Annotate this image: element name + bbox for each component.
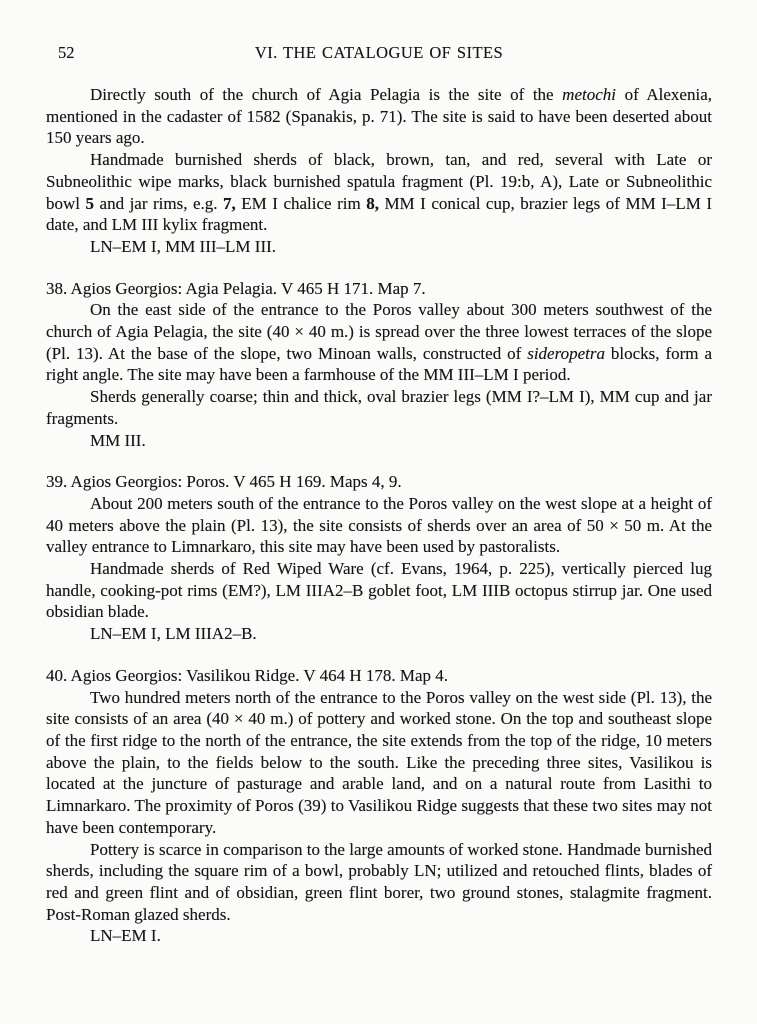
site-40-description-paragraph: Two hundred meters north of the entrance to the Poros valley on the west side (Pl. 13), the site consists of an area (40 × 40 m.) of pottery and worked stone. On the top and southeast slope of the first ridge to the north of the entrance, the site extends from the top of the ridge, 10 meters above the plain, to the fields below to the south. Like the preceding three sites, Vasilikou is located at the juncture of pasturage and arable land, and on a natural route from Lasithi to Limnarkaro. The proximity of Poros (39) to Vasilikou Ridge suggests that these two sites may not have been contemporary. xyxy=(46,687,712,837)
site-38-period-summary: MM III. xyxy=(90,430,146,450)
catalog-number: 5 xyxy=(85,193,95,213)
site-39-finds-paragraph: Handmade sherds of Red Wiped Ware (cf. Evans, 1964, p. 225), vertically pierced lug handle, cooking-pot rims (EM?), LM IIIA2–B goblet foot, LM IIIB octopus stirrup jar. One used obsidian blade. xyxy=(46,559,712,622)
catalog-number: 8, xyxy=(366,193,379,213)
intro-period-summary: LN–EM I, MM III–LM III. xyxy=(90,236,277,256)
text-run: EM I chalice rim xyxy=(235,193,367,213)
text-run: Handmade burnished sherds of black, brown, tan, and red, several with Late or Subneolithic wipe marks, black burnished spatula fragment (Pl. 19:b, A), Late or Subneolithic bowl xyxy=(46,150,712,213)
page-body xyxy=(46,84,712,947)
text-run: MM I conical cup, brazier legs of MM I–LM I date, and LM III kylix fragment. xyxy=(46,193,713,235)
text-run: blocks, form a right angle. The site may have been a farmhouse of the MM III–LM I period. xyxy=(46,343,712,385)
text-run: and jar rims, e.g. xyxy=(94,193,224,213)
site-38-finds-paragraph: Sherds generally coarse; thin and thick, oval brazier legs (MM I?–LM I), MM cup and jar fragments. xyxy=(46,387,712,428)
page-number: 52 xyxy=(58,43,75,62)
italic-term-metochi: metochi xyxy=(562,85,616,104)
site-39-description-paragraph: About 200 meters south of the entrance to the Poros valley on the west slope at a height of 40 meters above the plain (Pl. 13), the site consists of sherds over an area of 50 × 50 m. At the valley entrance to Limnarkaro, this site may have been used by pastoralists. xyxy=(46,493,712,557)
site-38-description-paragraph xyxy=(46,299,712,386)
page-header xyxy=(46,42,712,64)
catalog-number: 7, xyxy=(223,193,236,213)
text-run: On the east side of the entrance to the Poros valley about 300 meters southwest of the church of Agia Pelagia, the site (40 × 40 m.) is spread over the three lowest terraces of the slope (Pl. 13). At the base of the slope, two Minoan walls, constructed of xyxy=(46,300,712,363)
running-header: VI. THE CATALOGUE OF SITES xyxy=(254,43,504,62)
site-40-heading: 40. Agios Georgios: Vasilikou Ridge. V 464 H 178. Map 4. xyxy=(46,665,449,685)
intro-location-paragraph xyxy=(46,84,712,149)
site-40-period-summary: LN–EM I. xyxy=(90,926,161,946)
site-40-finds-paragraph: Pottery is scarce in comparison to the large amounts of worked stone. Handmade burnished sherds, including the square rim of a bowl, probably LN; utilized and retouched flints, blades of red and green flint and of obsidian, green flint borer, two ground stones, stalagmite fragment. Post-Roman glazed sherds. xyxy=(46,839,712,924)
text-run: Directly south of the church of Agia Pelagia is the site of the xyxy=(90,85,563,104)
site-39-period-summary: LN–EM I, LM IIIA2–B. xyxy=(90,624,257,644)
site-39-heading: 39. Agios Georgios: Poros. V 465 H 169. Maps 4, 9. xyxy=(46,472,402,492)
text-run: of Alexenia, mentioned in the cadaster of 1582 (Spanakis, p. 71). The site is said to have been deserted about 150 years ago. xyxy=(46,85,712,148)
italic-term-sideropetra: sideropetra xyxy=(527,343,605,363)
site-38-heading: 38. Agios Georgios: Agia Pelagia. V 465 H 171. Map 7. xyxy=(46,278,426,298)
intro-finds-paragraph xyxy=(46,149,712,236)
